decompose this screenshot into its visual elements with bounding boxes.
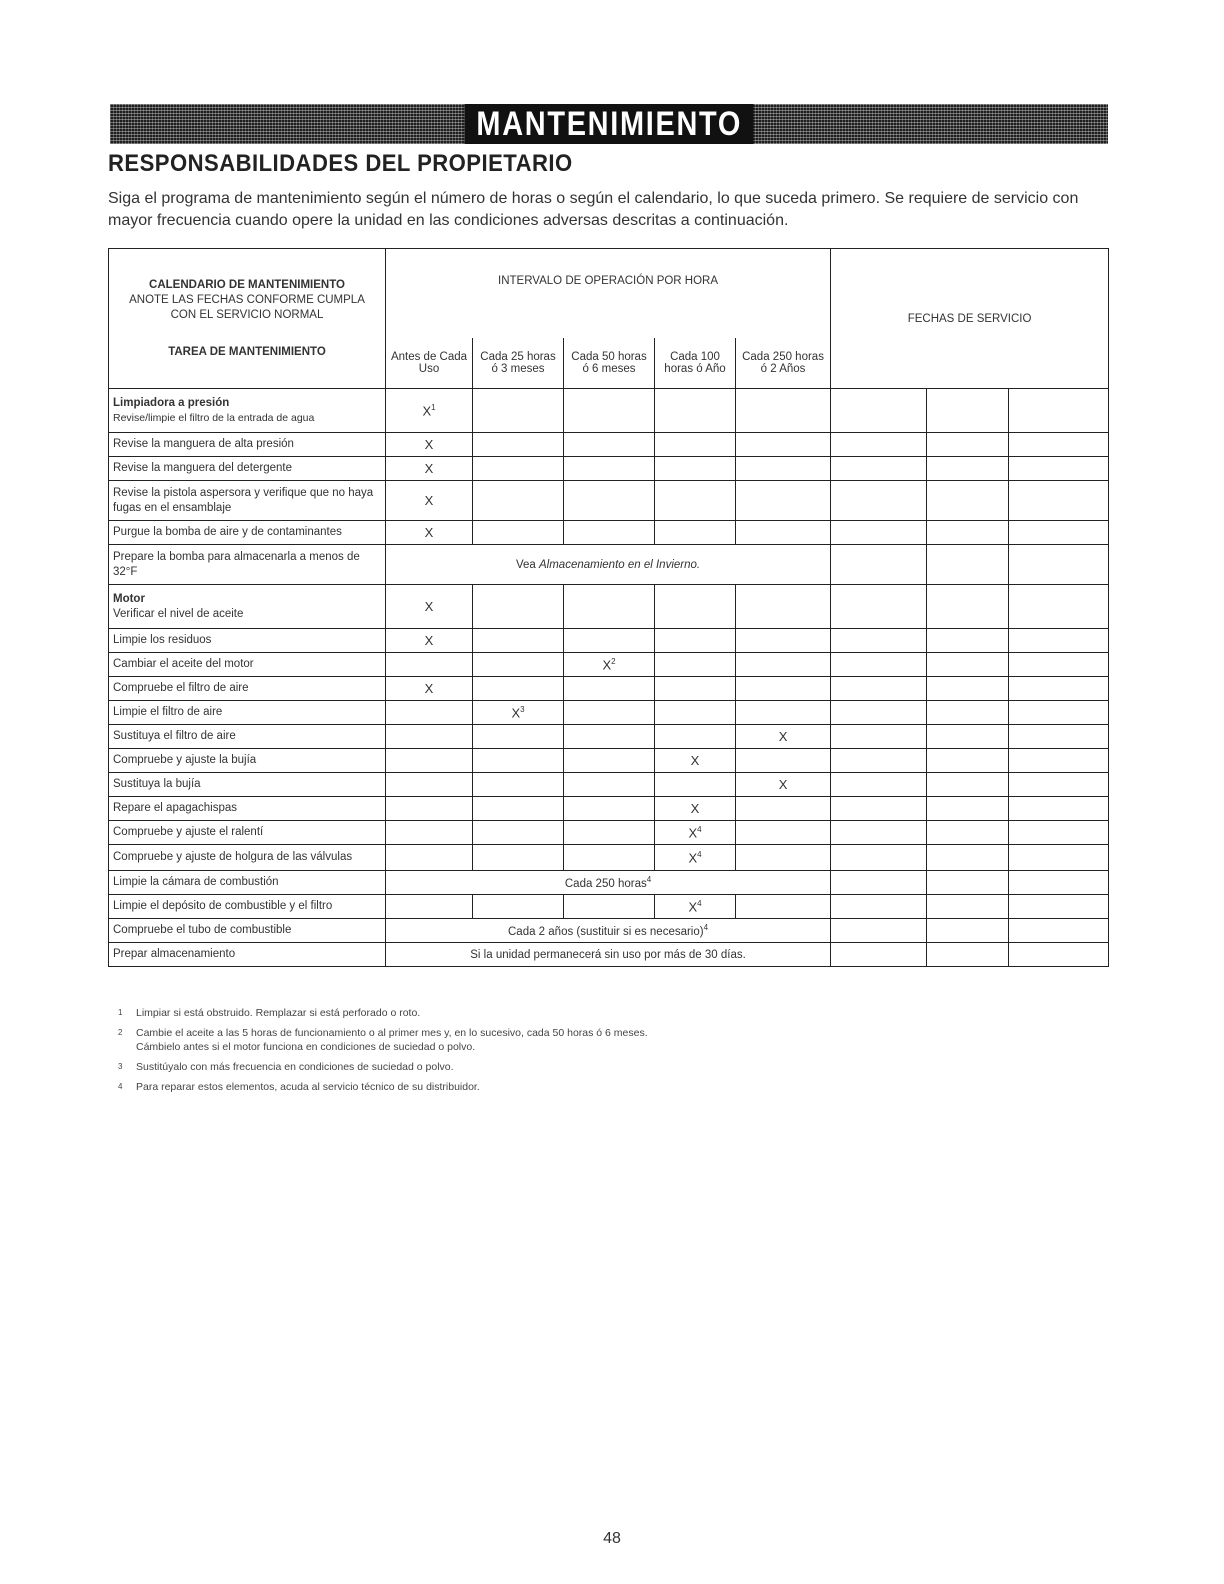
service-date-cell [927,749,1009,773]
service-date-cell [1009,797,1109,821]
service-date-cell [831,457,927,481]
table-row [109,389,1109,433]
footnote-number: 3 [118,1062,123,1071]
mark-cell [564,653,655,677]
service-date-cell [1009,919,1109,943]
table-row [109,481,1109,521]
note-reference: Almacenamiento en el Invierno. [539,558,701,571]
page-number: 48 [603,1530,621,1547]
footnote-number: 2 [118,1028,123,1037]
note-prefix: Vea [515,558,539,571]
service-date-cell [1009,389,1109,433]
service-date-cell [927,677,1009,701]
col-250-hours: Cada 250 horas ó 2 Años [736,338,831,389]
service-date-cell [1009,845,1109,871]
x-mark: X [386,629,473,653]
x-mark: X [688,850,698,866]
task-label: Revise la pistola aspersora y verifique que no haya fugas en el ensamblaje [109,481,386,521]
interval-note: Si la unidad permanecerá sin uso por más de 30 días. [386,943,831,967]
section-heading-pressure-washer: Limpiadora a presión [113,396,230,409]
table-row [109,585,1109,629]
service-date-cell [1009,773,1109,797]
mark-cell [473,701,564,725]
task-cell [109,585,386,629]
table-row [109,433,1109,457]
service-date-cell [927,943,1009,967]
task-label: Limpie los residuos [109,629,386,653]
footnote-ref: 4 [646,875,652,885]
service-date-cell [831,481,927,521]
footnote-text: Sustitúyalo con más frecuencia en condiciones de suciedad o polvo. [136,1061,454,1073]
service-date-cell [927,629,1009,653]
service-date-cell [831,821,927,845]
task-label: Compruebe y ajuste el ralentí [109,821,386,845]
service-date-cell [927,457,1009,481]
table-row [109,457,1109,481]
calendar-title: CALENDARIO DE MANTENIMIENTO [149,278,345,291]
footnote [118,1060,1018,1074]
service-date-cell [927,919,1009,943]
task-label: Purgue la bomba de aire y de contaminantes [109,521,386,545]
intro-paragraph: Siga el programa de mantenimiento según el número de horas o según el calendario, lo que suceda primero. Se requiere de servicio con mayor frecuencia cuando opere la unidad en las condiciones adversas descritas a continuación. [108,190,1079,229]
table-row [109,797,1109,821]
service-date-cell [927,725,1009,749]
task-label: Limpie la cámara de combustión [109,871,386,895]
service-date-cell [831,797,927,821]
footnote [118,1080,1018,1094]
service-date-cell [927,797,1009,821]
task-label: Prepar almacenamiento [109,943,386,967]
footnote-text: Para reparar estos elementos, acuda al servicio técnico de su distribuidor. [136,1081,480,1093]
table-row [109,545,1109,585]
table-row [109,871,1109,895]
footnote-ref: 4 [703,923,709,933]
task-label: Compruebe el filtro de aire [109,677,386,701]
service-date-cell [927,433,1009,457]
col-25-hours: Cada 25 horas ó 3 meses [473,338,564,389]
task-label: Compruebe y ajuste de holgura de las válvulas [109,845,386,871]
x-mark: X [655,749,736,773]
service-date-cell [831,725,927,749]
service-date-cell [927,773,1009,797]
service-date-cell [831,919,927,943]
x-mark: X [422,403,432,419]
footnote [118,1026,1018,1054]
x-mark: X [386,677,473,701]
calendar-note: ANOTE LAS FECHAS CONFORME CUMPLA CON EL SERVICIO NORMAL [129,293,365,321]
task-label: Cambiar el aceite del motor [109,653,386,677]
service-date-cell [927,389,1009,433]
task-label: Verificar el nivel de aceite [113,607,244,620]
table-row [109,677,1109,701]
task-label: Limpie el filtro de aire [109,701,386,725]
table-row [109,943,1109,967]
table-row [109,521,1109,545]
service-date-cell [831,871,927,895]
task-label: Revise la manguera de alta presión [109,433,386,457]
table-row [109,919,1109,943]
x-mark: X [602,657,612,673]
col-100-hours: Cada 100 horas ó Año [655,338,736,389]
header-row-1 [109,249,1109,339]
footnote-text: Cambie el aceite a las 5 horas de funcionamiento o al primer mes y, en lo sucesivo, cada 50 horas ó 6 meses. [136,1027,648,1039]
interval-note: Cada 250 horas [564,877,647,890]
calendar-header-cell [109,249,386,389]
table-row [109,845,1109,871]
service-date-cell [831,629,927,653]
page-subtitle: RESPONSABILIDADES DEL PROPIETARIO [108,150,573,177]
service-date-cell [831,677,927,701]
table-row [109,701,1109,725]
service-date-cell [927,481,1009,521]
service-date-cell [1009,457,1109,481]
service-date-cell [1009,585,1109,629]
service-date-cell [831,943,927,967]
footnote-ref: 2 [611,656,616,666]
service-date-cell [927,521,1009,545]
service-date-cell [1009,725,1109,749]
service-date-cell [1009,653,1109,677]
x-mark: X [655,797,736,821]
col-50-hours: Cada 50 horas ó 6 meses [564,338,655,389]
service-date-cell [1009,545,1109,585]
service-date-cell [1009,433,1109,457]
service-date-cell [927,653,1009,677]
task-label: Limpie el depósito de combustible y el filtro [109,895,386,919]
mark-cell [655,895,736,919]
service-date-cell [1009,871,1109,895]
service-date-cell [1009,821,1109,845]
x-mark: X [736,725,831,749]
x-mark: X [386,521,473,545]
service-date-cell [927,585,1009,629]
x-mark: X [736,773,831,797]
footnote-ref: 4 [697,849,702,859]
footnote-number: 1 [118,1008,123,1017]
section-banner [110,104,1108,144]
service-date-cell [1009,895,1109,919]
section-heading-engine: Motor [113,592,145,605]
service-date-cell [831,433,927,457]
task-label: Compruebe y ajuste la bujía [109,749,386,773]
table-row [109,773,1109,797]
footnotes [118,1006,1018,1100]
service-date-cell [1009,481,1109,521]
mark-cell [655,821,736,845]
service-date-cell [927,545,1009,585]
task-label: Revise/limpie el filtro de la entrada de agua [113,411,315,424]
interval-header: INTERVALO DE OPERACIÓN POR HORA [386,249,831,339]
service-date-cell [831,701,927,725]
footnote-text-continued: Cámbielo antes si el motor funciona en condiciones de suciedad o polvo. [136,1041,476,1053]
table-row [109,629,1109,653]
task-label: Repare el apagachispas [109,797,386,821]
banner-title: MANTENIMIENTO [464,104,753,144]
interval-note: Cada 2 años (sustituir si es necesario) [508,925,704,938]
service-date-cell [1009,629,1109,653]
mark-cell [386,389,473,433]
service-date-cell [1009,943,1109,967]
span-note-cell [386,871,831,895]
task-cell [109,389,386,433]
service-date-cell [1009,521,1109,545]
x-mark: X [386,481,473,521]
task-label: Compruebe el tubo de combustible [109,919,386,943]
table-row [109,725,1109,749]
service-date-cell [927,845,1009,871]
x-mark: X [386,433,473,457]
task-label: Sustituya la bujía [109,773,386,797]
service-date-cell [831,585,927,629]
service-date-cell [831,521,927,545]
table-row [109,749,1109,773]
mark-cell [655,845,736,871]
span-note-cell [386,545,831,585]
service-date-cell [831,895,927,919]
service-date-cell [831,545,927,585]
service-date-cell [1009,701,1109,725]
table-row [109,895,1109,919]
service-date-cell [927,895,1009,919]
x-mark: X [386,585,473,629]
task-column-label: TAREA DE MANTENIMIENTO [168,345,326,358]
maintenance-schedule-table [108,248,1109,967]
task-label: Sustituya el filtro de aire [109,725,386,749]
service-date-cell [927,871,1009,895]
service-date-cell [831,749,927,773]
col-before-each-use: Antes de Cada Uso [386,338,473,389]
service-date-cell [1009,749,1109,773]
service-date-cell [831,389,927,433]
footnote [118,1006,1018,1020]
service-dates-header: FECHAS DE SERVICIO [831,249,1109,389]
service-date-cell [831,653,927,677]
footnote-text: Limpiar si está obstruido. Remplazar si está perforado o roto. [136,1007,421,1019]
footnote-number: 4 [118,1082,123,1091]
footnote-ref: 4 [697,898,702,908]
x-mark: X [511,705,521,721]
footnote-ref: 1 [431,402,436,412]
service-date-cell [927,701,1009,725]
task-label: Revise la manguera del detergente [109,457,386,481]
x-mark: X [688,899,698,915]
table-row [109,821,1109,845]
service-date-cell [831,845,927,871]
footnote-ref: 3 [520,704,525,714]
x-mark: X [386,457,473,481]
task-label: Prepare la bomba para almacenarla a menos de 32°F [109,545,386,585]
span-note-cell [386,919,831,943]
footnote-ref: 4 [697,824,702,834]
x-mark: X [688,825,698,841]
service-date-cell [1009,677,1109,701]
service-date-cell [831,773,927,797]
service-date-cell [927,821,1009,845]
table-row [109,653,1109,677]
